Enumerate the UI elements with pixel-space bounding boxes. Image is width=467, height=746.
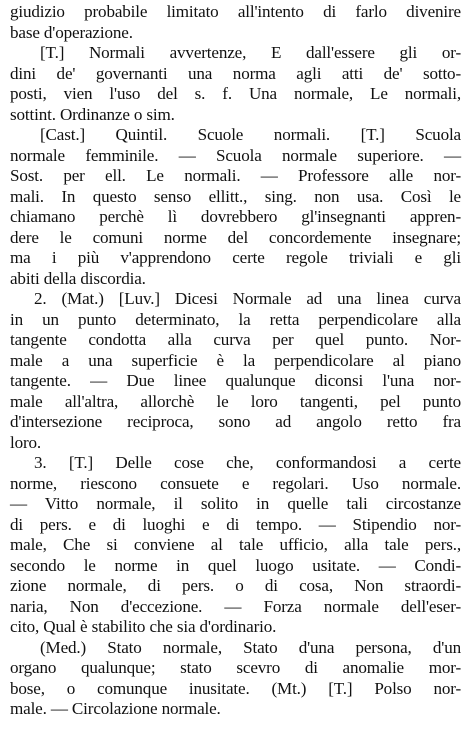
text-line: in un punto determinato, la retta perpendicolare alla: [10, 309, 461, 329]
text-line: dini de' governanti una norma agli atti de' sotto-: [10, 63, 461, 83]
text-line: loro.: [10, 432, 42, 452]
text-line: tangente. — Due linee qualunque diconsi l'una nor-: [10, 371, 461, 390]
text-line: 2. (Mat.) [Luv.] Dicesi Normale ad una linea curva: [34, 289, 461, 308]
text-line: bose, o comunque inusitate. (Mt.) [T.] Polso nor-: [10, 678, 461, 698]
text-line: sottint. Ordinanze o sim.: [10, 104, 175, 124]
text-line: norme, riescono consuete e regolari. Uso normale.: [10, 473, 461, 493]
text-line: naria, Non d'eccezione. — Forza normale dell'eser-: [10, 596, 461, 616]
text-line: organo qualunque; stato scevro di anomalie mor-: [10, 658, 461, 677]
text-line: zione normale, di pers. o di cosa, Non straordi-: [10, 576, 461, 595]
text-line: posti, vien l'uso del s. f. Una normale, Le normali,: [10, 84, 461, 103]
text-line: male, Che si conviene al tale ufficio, alla tale pers.,: [10, 535, 461, 554]
text-line: mali. In questo senso ellitt., sing. non usa. Così le: [10, 186, 461, 206]
text-line: male all'altra, allorchè le loro tangenti, pel punto: [10, 391, 461, 411]
text-line: Sost. per ell. Le normali. — Professore alle nor-: [10, 166, 461, 185]
text-line: base d'operazione.: [10, 22, 133, 42]
text-line: normale femminile. — Scuola normale superiore. —: [10, 145, 461, 165]
text-line: dere le comuni norme del concordemente insegnare;: [10, 227, 461, 247]
text-line: tangente condotta alla curva per quel punto. Nor-: [10, 330, 461, 349]
text-line: cito, Qual è stabilito che sia d'ordinario.: [10, 617, 277, 636]
text-line: di pers. e di luoghi e di tempo. — Stipendio nor-: [10, 514, 461, 534]
text-line: male. — Circolazione normale.: [10, 699, 221, 718]
text-line: d'intersezione reciproca, sono ad angolo retto fra: [10, 412, 461, 431]
text-line: (Med.) Stato normale, Stato d'una persona, d'un: [40, 637, 461, 657]
text-line: chiamano perchè lì dovrebbero gl'insegnanti appren-: [10, 207, 461, 226]
text-line: ma i più v'apprendono certe regole triviali e gli: [10, 248, 461, 267]
text-line: [T.] Normali avvertenze, E dall'essere gli or-: [40, 43, 461, 62]
text-line: [Cast.] Quintil. Scuole normali. [T.] Scuola: [40, 125, 461, 144]
text-line: — Vitto normale, il solito in quelle tali circostanze: [10, 494, 461, 513]
text-line: secondo le norme in quel luogo usitate. — Condi-: [10, 555, 461, 575]
text-line: abiti della discordia.: [10, 268, 146, 288]
text-line: male a una superficie è la perpendicolare al piano: [10, 350, 461, 370]
text-line: 3. [T.] Delle cose che, conformandosi a certe: [34, 453, 461, 472]
text-line: giudizio probabile limitato all'intento di farlo divenire: [10, 2, 461, 21]
